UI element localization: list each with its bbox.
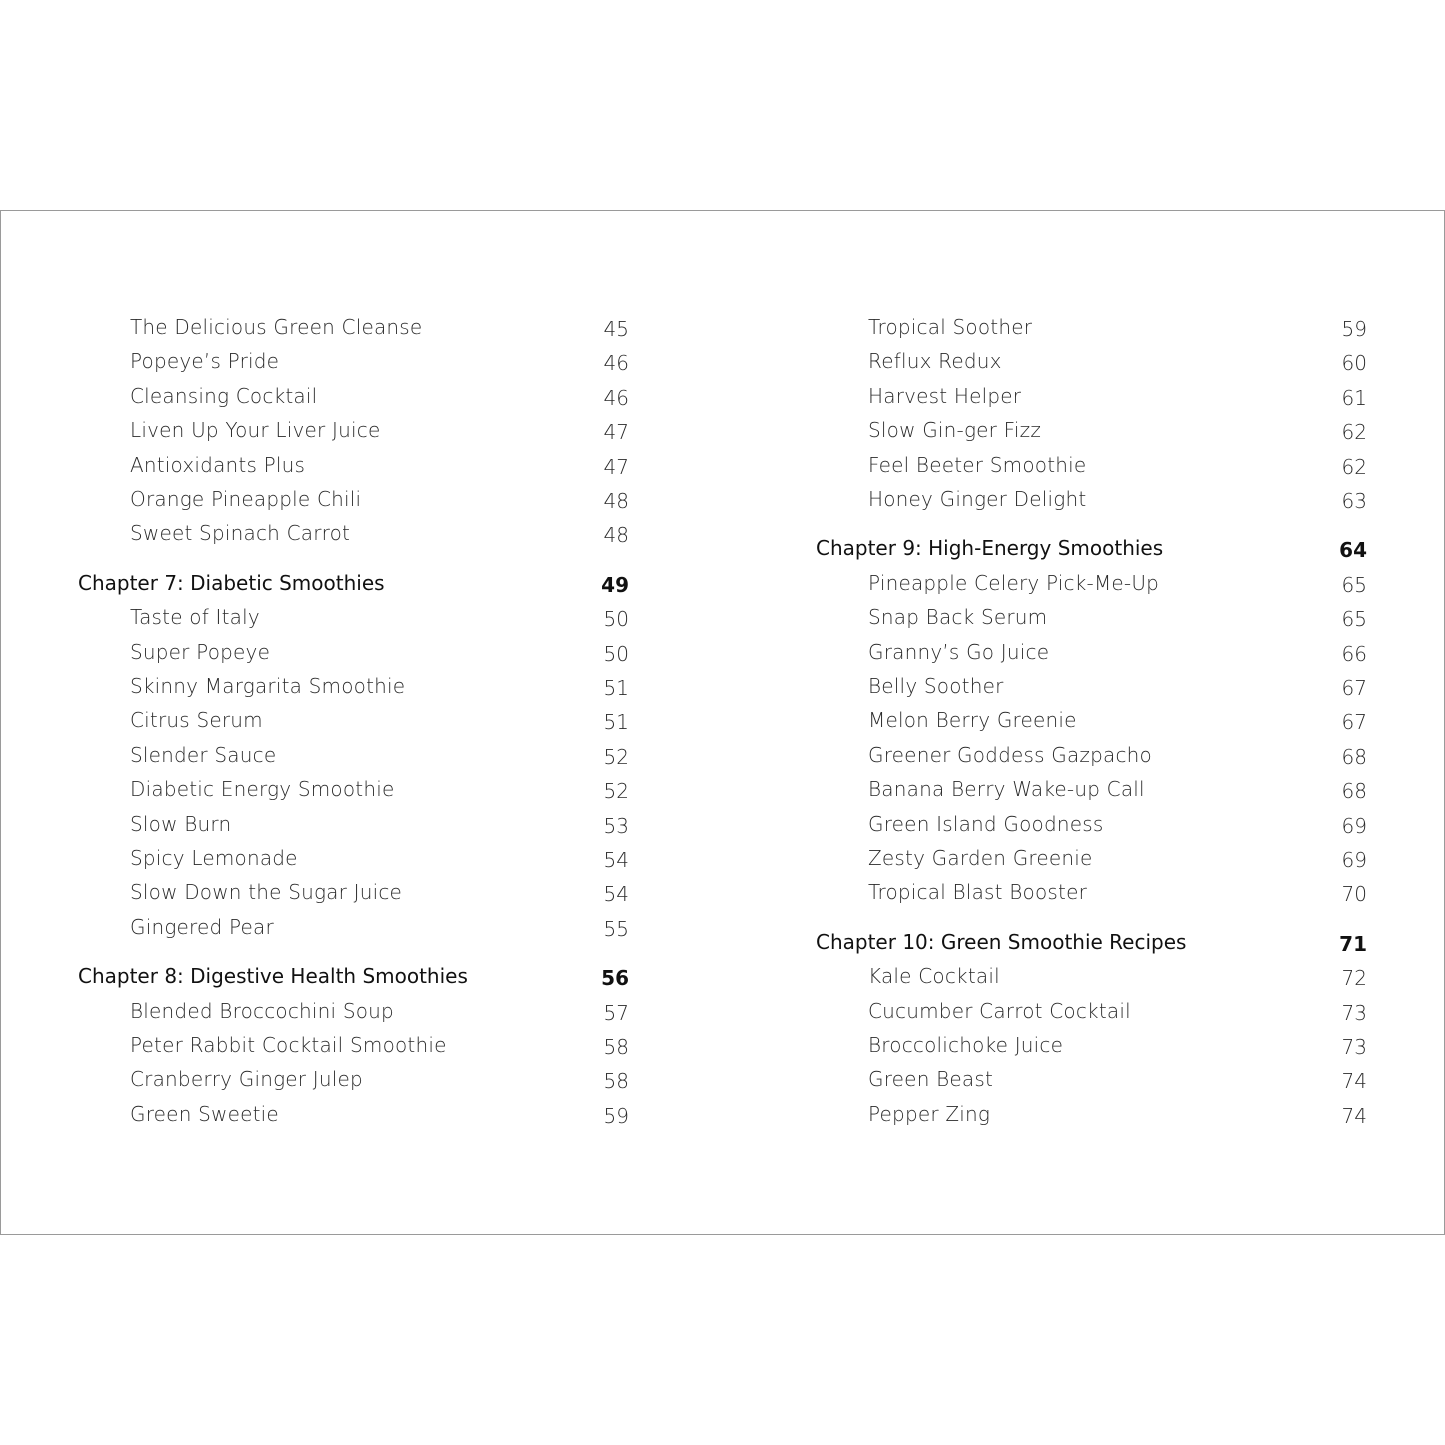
toc-entry-title: Spicy Lemonade: [130, 846, 298, 870]
toc-entry-title: Feel Beeter Smoothie: [868, 452, 1087, 477]
toc-entry-title: Antioxidants Plus: [130, 452, 306, 477]
toc-entry-title: Slow Burn: [130, 811, 232, 836]
toc-entry-page-number: 52: [603, 744, 629, 769]
toc-entry-title: Slow Gin-ger Fizz: [868, 418, 1042, 443]
toc-entry-page-number: 69: [1341, 848, 1367, 872]
toc-entry-title: Citrus Serum: [130, 708, 263, 733]
toc-entry-page-number: 48: [603, 523, 629, 548]
toc-entry-title: Kale Cocktail: [868, 964, 1000, 989]
toc-entry-page-number: 74: [1341, 1069, 1367, 1094]
toc-entry-title: Super Popeye: [130, 639, 271, 664]
toc-entry-title: Liven Up Your Liver Juice: [130, 418, 381, 443]
toc-entry-title: Broccolichoke Juice: [868, 1033, 1064, 1057]
toc-entry-page-number: 47: [603, 420, 629, 445]
toc-entry-title: Blended Broccochini Soup: [130, 998, 394, 1023]
toc-entry-page-number: 65: [1341, 607, 1367, 632]
toc-entry-page-number: 68: [1341, 744, 1367, 769]
toc-entry-title: The Delicious Green Cleanse: [130, 315, 423, 339]
toc-chapter-title: Chapter 8: Digestive Health Smoothies: [78, 964, 468, 989]
toc-entry-title: Banana Berry Wake-up Call: [868, 777, 1145, 802]
toc-chapter-page-number: 56: [601, 966, 629, 991]
toc-entry-title: Diabetic Energy Smoothie: [130, 777, 395, 802]
toc-entry-title: Popeye’s Pride: [130, 349, 280, 374]
toc-entry-title: Cucumber Carrot Cocktail: [868, 998, 1131, 1023]
toc-entry-page-number: 54: [603, 882, 629, 907]
toc-entry-page-number: 50: [603, 641, 629, 666]
toc-entry-page-number: 72: [1341, 966, 1367, 991]
toc-entry-page-number: 74: [1341, 1103, 1367, 1128]
toc-entry-page-number: 73: [1341, 1035, 1367, 1059]
toc-entry-title: Harvest Helper: [868, 383, 1022, 408]
toc-entry-page-number: 69: [1341, 813, 1367, 838]
toc-entry-page-number: 50: [603, 607, 629, 632]
toc-chapter-page-number: 71: [1339, 931, 1367, 956]
toc-chapter-page-number: 64: [1339, 538, 1367, 563]
toc-entry-page-number: 54: [603, 848, 629, 872]
toc-entry-page-number: 67: [1341, 710, 1367, 735]
toc-entry-title: Gingered Pear: [130, 914, 274, 939]
toc-entry-page-number: 45: [603, 317, 629, 341]
toc-entry-page-number: 47: [603, 454, 629, 479]
toc-entry-page-number: 68: [1341, 779, 1367, 804]
toc-entry-page-number: 73: [1341, 1000, 1367, 1025]
toc-entry-title: Skinny Margarita Smoothie: [130, 674, 406, 698]
toc-entry-title: Belly Soother: [868, 674, 1004, 698]
toc-entry-page-number: 60: [1341, 351, 1367, 376]
toc-entry-title: Cranberry Ginger Julep: [130, 1067, 363, 1092]
toc-entry-title: Slow Down the Sugar Juice: [130, 880, 403, 905]
toc-entry-page-number: 55: [603, 916, 629, 941]
toc-entry-page-number: 59: [603, 1103, 629, 1128]
toc-entry-page-number: 46: [603, 385, 629, 410]
toc-entry-title: Melon Berry Greenie: [868, 708, 1077, 733]
toc-entry-page-number: 62: [1341, 420, 1367, 445]
toc-entry-title: Green Sweetie: [130, 1101, 279, 1126]
toc-entry-page-number: 62: [1341, 454, 1367, 479]
toc-entry-page-number: 70: [1341, 882, 1367, 907]
toc-entry-title: Green Beast: [868, 1067, 994, 1092]
toc-entry-title: Honey Ginger Delight: [868, 487, 1087, 511]
toc-entry-title: Tropical Blast Booster: [868, 880, 1087, 905]
toc-entry-page-number: 46: [603, 351, 629, 376]
toc-entry-page-number: 51: [603, 710, 629, 735]
toc-chapter-page-number: 49: [601, 572, 629, 597]
toc-entry-title: Greener Goddess Gazpacho: [868, 742, 1152, 767]
toc-entry-page-number: 58: [603, 1069, 629, 1094]
toc-entry-page-number: 65: [1341, 572, 1367, 597]
toc-entry-title: Pepper Zing: [868, 1101, 991, 1126]
toc-chapter-title: Chapter 9: High-Energy Smoothies: [816, 536, 1164, 561]
toc-entry-page-number: 58: [603, 1035, 629, 1059]
toc-entry-page-number: 67: [1341, 676, 1367, 700]
toc-entry-title: Green Island Goodness: [868, 811, 1104, 836]
toc-entry-page-number: 66: [1341, 641, 1367, 666]
toc-entry-title: Tropical Soother: [868, 315, 1033, 339]
toc-entry-title: Taste of Italy: [130, 605, 260, 630]
toc-entry-title: Zesty Garden Greenie: [868, 846, 1093, 870]
toc-entry-page-number: 52: [603, 779, 629, 804]
toc-chapter-title: Chapter 10: Green Smoothie Recipes: [816, 929, 1187, 954]
toc-entry-title: Cleansing Cocktail: [130, 383, 318, 408]
toc-entry-page-number: 61: [1341, 385, 1367, 410]
toc-entry-page-number: 51: [603, 676, 629, 700]
toc-entry-title: Pineapple Celery Pick-Me-Up: [868, 570, 1160, 595]
toc-entry-title: Granny’s Go Juice: [868, 639, 1050, 664]
toc-entry-title: Sweet Spinach Carrot: [130, 521, 351, 546]
toc-entry-title: Snap Back Serum: [868, 605, 1048, 630]
toc-entry-page-number: 57: [603, 1000, 629, 1025]
toc-entry-page-number: 63: [1341, 489, 1367, 513]
toc-chapter-title: Chapter 7: Diabetic Smoothies: [78, 570, 385, 595]
toc-entry-title: Peter Rabbit Cocktail Smoothie: [130, 1033, 447, 1057]
toc-entry-title: Slender Sauce: [130, 742, 277, 767]
toc-entry-title: Reflux Redux: [868, 349, 1002, 374]
toc-entry-title: Orange Pineapple Chili: [130, 487, 362, 511]
toc-spread: [0, 210, 1445, 1235]
toc-entry-page-number: 48: [603, 489, 629, 513]
toc-entry-page-number: 53: [603, 813, 629, 838]
toc-entry-page-number: 59: [1341, 317, 1367, 341]
